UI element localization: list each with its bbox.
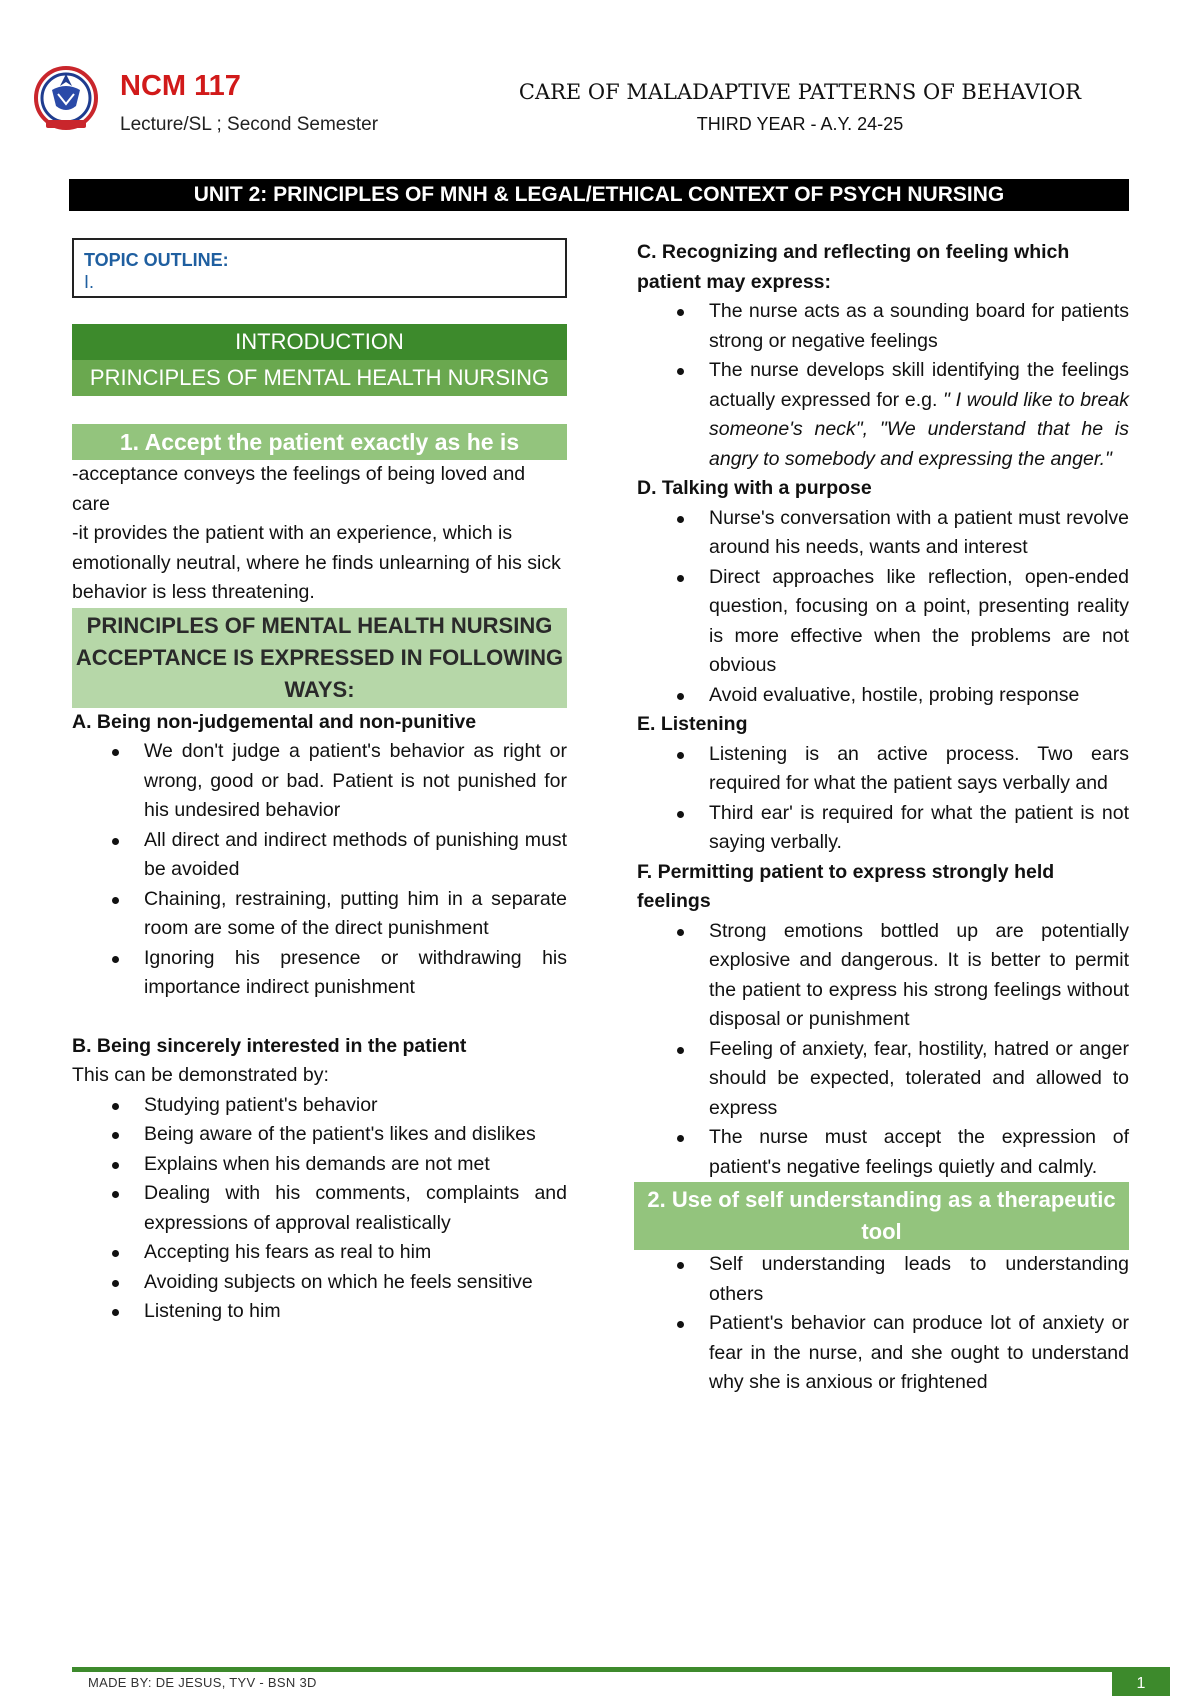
list-item: Avoid evaluative, hostile, probing response <box>709 681 1129 711</box>
lecture-info: Lecture/SL ; Second Semester <box>120 114 379 135</box>
principle-2-header: 2. Use of self understanding as a therapeutic tool <box>634 1182 1129 1250</box>
left-column <box>72 238 567 1327</box>
section-e-heading: E. Listening <box>637 713 748 735</box>
list-item <box>709 356 1129 474</box>
footer-divider <box>72 1667 1170 1672</box>
principles-header: PRINCIPLES OF MENTAL HEALTH NURSING <box>72 360 567 396</box>
school-logo <box>32 60 100 140</box>
list-item: The nurse must accept the expression of patient's negative feelings quietly and calmly. <box>709 1123 1129 1182</box>
section-e-list <box>637 740 1129 858</box>
topic-outline-box <box>72 238 567 298</box>
topic-outline-item: I. <box>84 272 95 292</box>
list-item: Avoiding subjects on which he feels sensitive <box>144 1268 567 1298</box>
footer-author: MADE BY: DE JESUS, TYV - BSN 3D <box>88 1675 317 1690</box>
section-b-intro: This can be demonstrated by: <box>72 1064 329 1086</box>
list-item: Listening is an active process. Two ears required for what the patient says verbally and <box>709 740 1129 799</box>
principle-1-paragraph: -it provides the patient with an experience, which is emotionally neutral, where he finds unlearning of his sick behavior is less threatening. <box>72 522 561 603</box>
section-d-heading: D. Talking with a purpose <box>637 477 872 499</box>
principle-1-paragraph: -acceptance conveys the feelings of being loved and care <box>72 463 526 515</box>
list-item: Chaining, restraining, putting him in a separate room are some of the direct punishment <box>144 885 567 944</box>
section-b-list <box>72 1091 567 1327</box>
list-item: Explains when his demands are not met <box>144 1150 567 1180</box>
list-item: The nurse acts as a sounding board for patients strong or negative feelings <box>709 297 1129 356</box>
list-item: Self understanding leads to understanding others <box>709 1250 1129 1309</box>
section-b-heading: B. Being sincerely interested in the patient <box>72 1034 467 1057</box>
page-number: 1 <box>1112 1672 1170 1696</box>
list-item-text: The nurse develops skill identifying the feelings actually expressed for e.g. <box>709 359 1129 411</box>
list-item: Accepting his fears as real to him <box>144 1238 567 1268</box>
list-item: Feeling of anxiety, fear, hostility, hatred or anger should be expected, tolerated and allowed to express <box>709 1035 1129 1124</box>
list-item: Studying patient's behavior <box>144 1091 567 1121</box>
year-info: THIRD YEAR - A.Y. 24-25 <box>696 114 904 134</box>
example-quote: " I would like to break someone's neck", "We understand that he is angry to somebody and expressing the anger." <box>709 388 1129 470</box>
list-item: Patient's behavior can produce lot of anxiety or fear in the nurse, and she ought to understand why she is anxious or frightened <box>709 1309 1129 1398</box>
list-item: Third ear' is required for what the patient is not saying verbally. <box>709 799 1129 858</box>
acceptance-ways-header: PRINCIPLES OF MENTAL HEALTH NURSING ACCEPTANCE IS EXPRESSED IN FOLLOWING WAYS: <box>72 608 567 708</box>
list-item: Ignoring his presence or withdrawing his importance indirect punishment <box>144 944 567 1003</box>
section-d-list <box>637 504 1129 711</box>
list-item: Listening to him <box>144 1297 567 1327</box>
section-c-heading: C. Recognizing and reflecting on feeling which patient may express: <box>637 241 1070 293</box>
list-item: All direct and indirect methods of punishing must be avoided <box>144 826 567 885</box>
section-a-list <box>72 737 567 1003</box>
list-item: Nurse's conversation with a patient must revolve around his needs, wants and interest <box>709 504 1129 563</box>
introduction-header: INTRODUCTION <box>72 324 567 360</box>
section-a-heading: A. Being non-judgemental and non-punitive <box>72 710 477 733</box>
right-column <box>637 238 1129 1398</box>
principle-2-list <box>637 1250 1129 1398</box>
topic-outline-label: TOPIC OUTLINE: <box>84 250 229 270</box>
list-item: We don't judge a patient's behavior as right or wrong, good or bad. Patient is not punished for his undesired behavior <box>144 737 567 826</box>
list-item: Strong emotions bottled up are potentially explosive and dangerous. It is better to permit the patient to express his strong feelings without disposal or punishment <box>709 917 1129 1035</box>
unit-title-bar: UNIT 2: PRINCIPLES OF MNH & LEGAL/ETHICAL CONTEXT OF PSYCH NURSING <box>69 179 1129 211</box>
course-code: NCM 117 <box>120 70 241 102</box>
list-item: Being aware of the patient's likes and dislikes <box>144 1120 567 1150</box>
list-item: Dealing with his comments, complaints and expressions of approval realistically <box>144 1179 567 1238</box>
subject-title: CARE OF MALADAPTIVE PATTERNS OF BEHAVIOR <box>518 80 1082 104</box>
principle-1-header: 1. Accept the patient exactly as he is <box>72 424 567 460</box>
section-f-heading: F. Permitting patient to express strongly held feelings <box>637 860 1055 912</box>
section-c-list <box>637 297 1129 474</box>
list-item: Direct approaches like reflection, open-ended question, focusing on a point, presenting reality is more effective when the problems are not obvious <box>709 563 1129 681</box>
section-f-list <box>637 917 1129 1183</box>
